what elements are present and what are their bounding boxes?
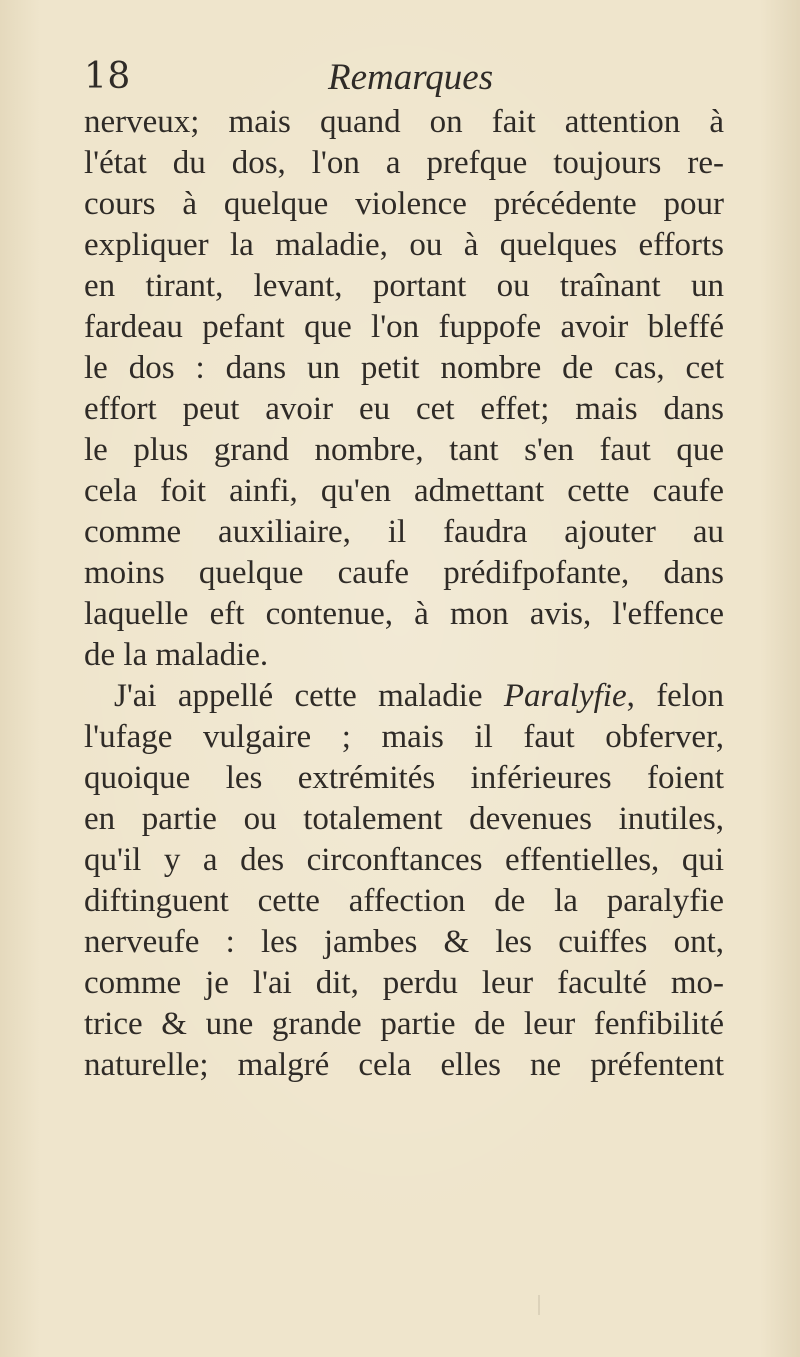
text-line: naturelle; malgré cela elles ne préfentent [84,1047,724,1083]
text-line [84,676,724,717]
text-line: laquelle eft contenue, à mon avis, l'effence [84,596,724,632]
italic-term: Paralyfie [503,678,627,714]
text-run: J'ai appellé cette maladie [114,678,504,714]
text-line: le plus grand nombre, tant s'en faut que [84,432,724,468]
text-line: trice & une grande partie de leur fenfibilité [84,1006,724,1042]
text-line: le dos : dans un petit nombre de cas, cet [84,350,724,386]
text-line: comme auxiliaire, il faudra ajouter au [84,514,724,550]
body-text [84,102,724,1086]
paper-mark [538,1295,540,1315]
text-line: moins quelque caufe prédifpofante, dans [84,555,724,591]
text-line: en partie ou totalement devenues inutiles, [84,801,724,837]
text-line: effort peut avoir eu cet effet; mais dans [84,391,724,427]
text-line: quoique les extrémités inférieures foient [84,760,724,796]
page-header [84,56,724,106]
text-line: en tirant, levant, portant ou traînant un [84,268,724,304]
page-number: 18 [84,56,131,97]
text-line: fardeau pefant que l'on fuppofe avoir bleffé [84,309,724,345]
text-line: cela foit ainfi, qu'en admettant cette caufe [84,473,724,509]
text-line: diftinguent cette affection de la paralyfie [84,883,724,919]
running-title: Remarques [328,57,494,98]
text-run: , felon [626,678,724,714]
text-line: l'ufage vulgaire ; mais il faut obferver, [84,719,724,755]
text-line: nerveux; mais quand on fait attention à [84,104,724,140]
text-line: nerveufe : les jambes & les cuiffes ont, [84,924,724,960]
text-line: l'état du dos, l'on a prefque toujours re- [84,145,724,181]
text-line: expliquer la maladie, ou à quelques efforts [84,227,724,263]
text-line: qu'il y a des circonftances effentielles, qui [84,842,724,878]
text-line: cours à quelque violence précédente pour [84,186,724,222]
text-line: comme je l'ai dit, perdu leur faculté mo- [84,965,724,1001]
text-line: de la maladie. [84,637,269,673]
